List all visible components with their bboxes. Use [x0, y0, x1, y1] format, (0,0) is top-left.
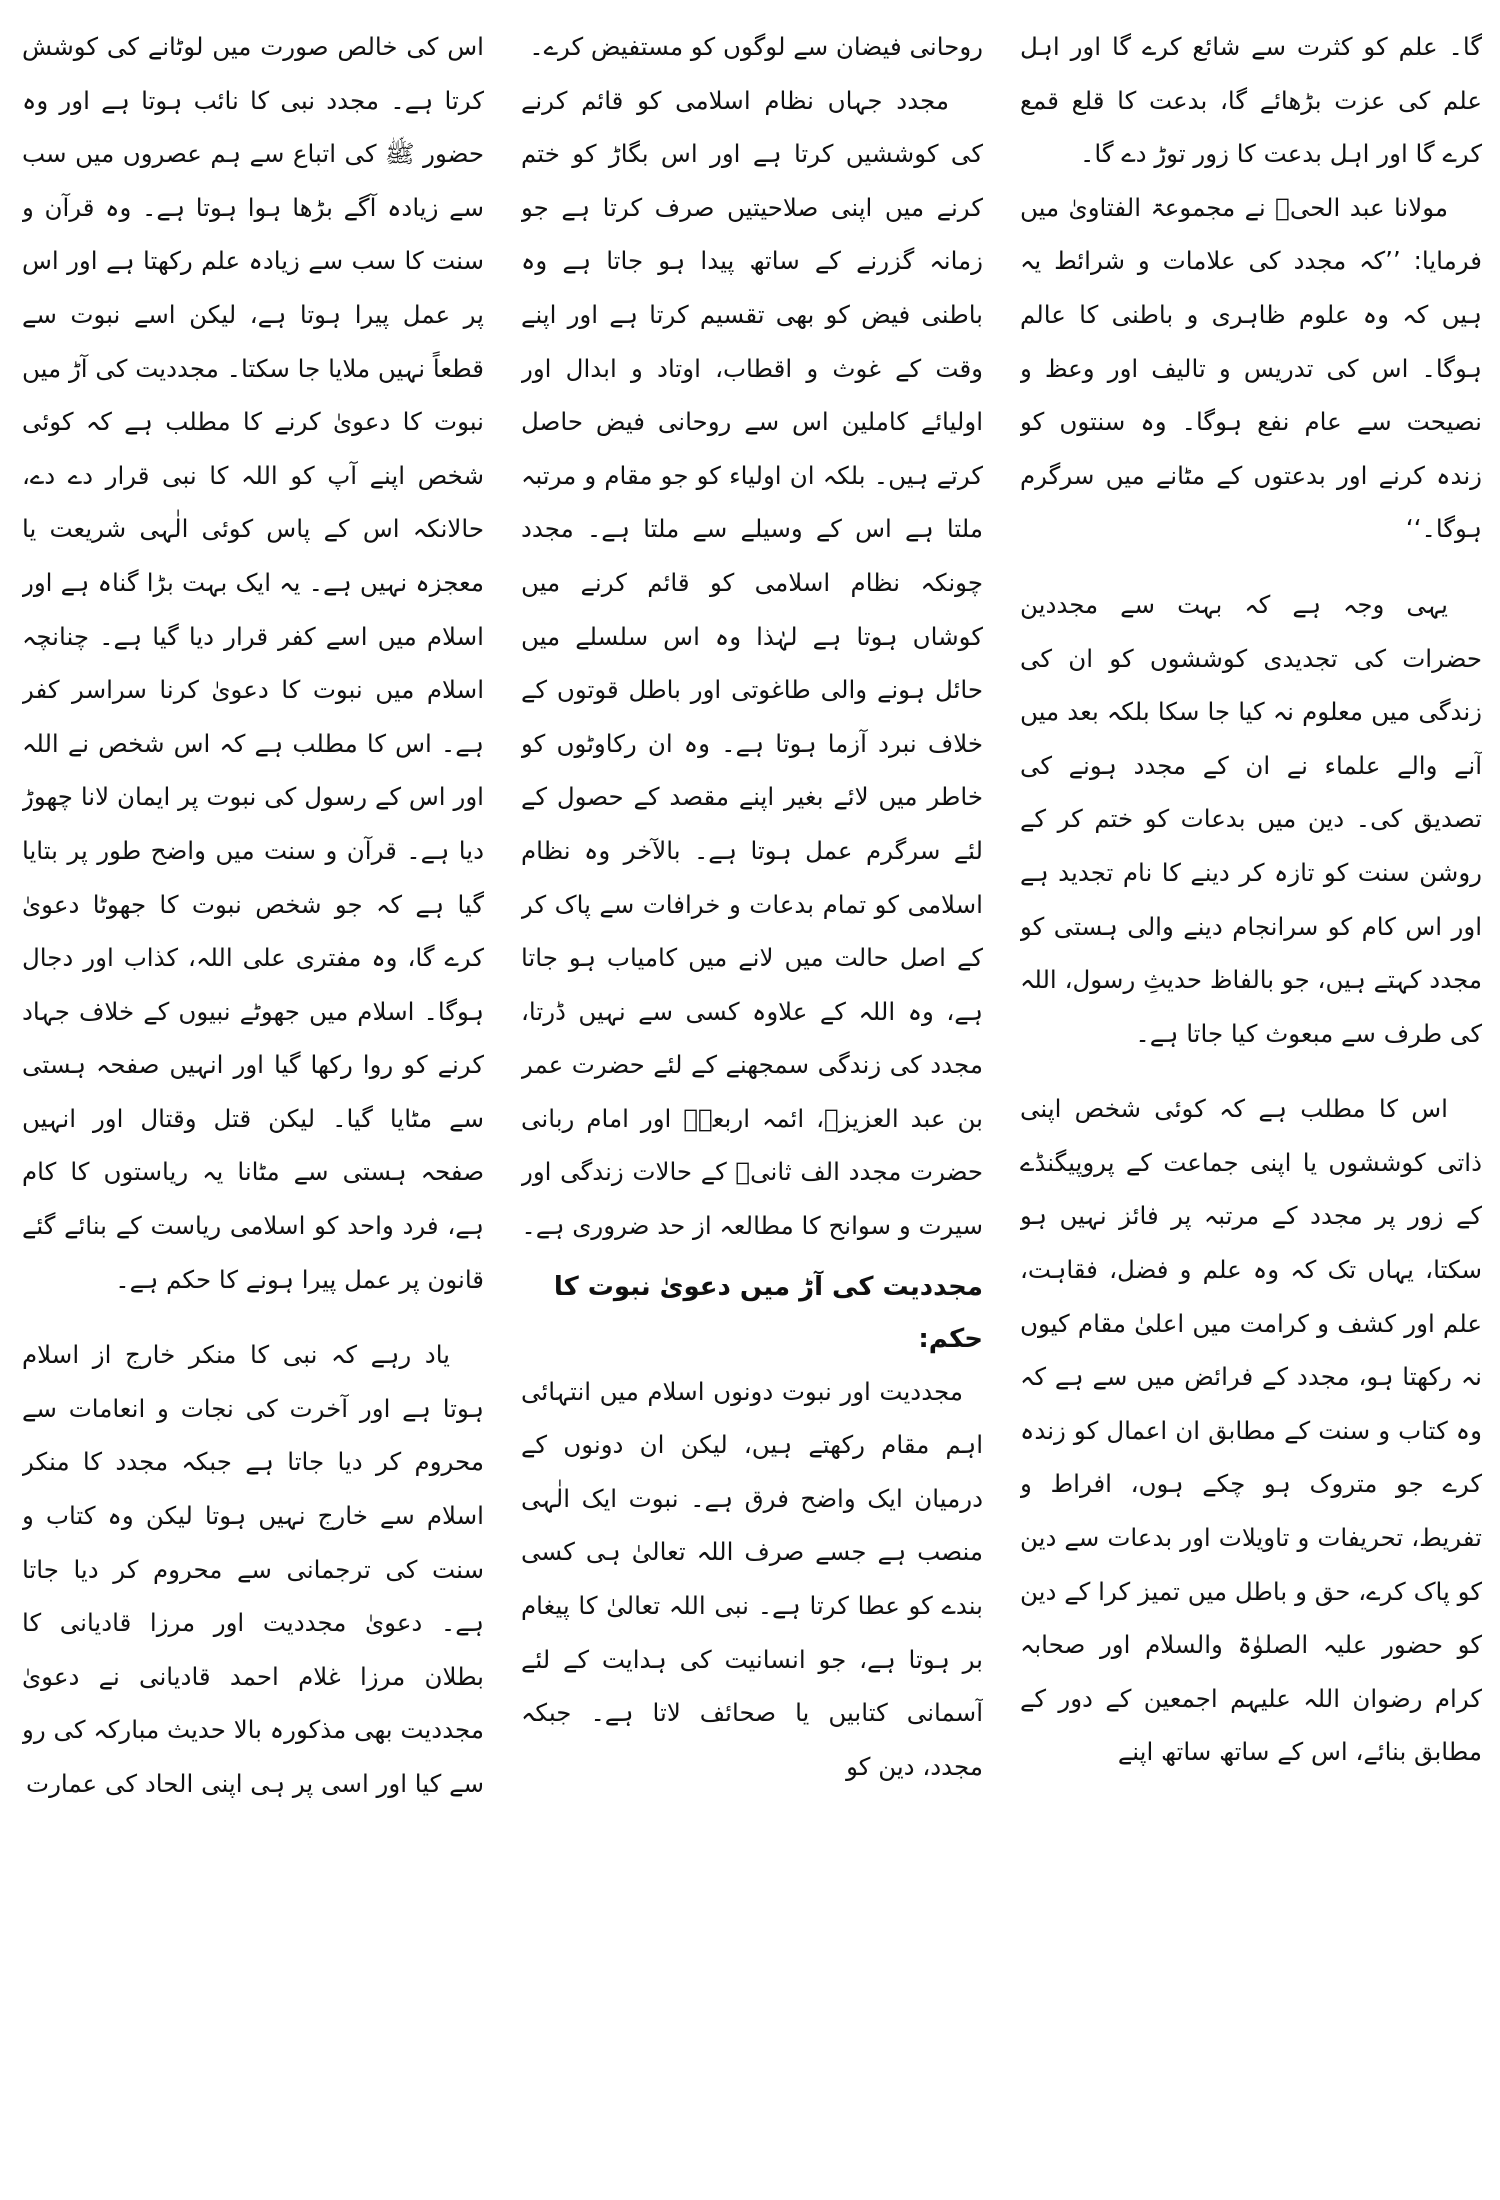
article-paragraph: مولانا عبد الحیؒ نے مجموعۃ الفتاویٰ میں فرمایا: ’’کہ مجدد کی علامات و شرائط یہ ہیں کہ وہ علوم ظاہری و باطنی کا عالم ہوگا۔ اس کی تدریس و تالیف اور وعظ و نصیحت سے عام نفع ہوگا۔ وہ سنتوں کو زندہ کرنے اور بدعتوں کے مٹانے میں سرگرم ہوگا۔‘‘ — [1020, 192, 1482, 544]
article-paragraph: مجددیت اور نبوت دونوں اسلام میں انتہائی اہم مقام رکھتے ہیں، لیکن ان دونوں کے درمیان ایک واضح فرق ہے۔ نبوت ایک الٰہی منصب ہے جسے صرف اللہ تعالیٰ ہی کسی بندے کو عطا کرتا ہے۔ نبی اللہ تعالیٰ کا پیغام بر ہوتا ہے، جو انسانیت کی ہدایت کے لئے آسمانی کتابیں یا صحائف لاتا ہے۔ جبکہ مجدد، دین کو — [521, 1376, 983, 1781]
column-middle — [521, 20, 983, 2186]
article-paragraph: مجدد جہاں نظام اسلامی کو قائم کرنے کی کوششیں کرتا ہے اور اس بگاڑ کو ختم کرنے میں اپنی صلاحیتیں صرف کرتا ہے جو زمانہ گزرنے کے ساتھ پیدا ہو جاتا ہے وہ باطنی فیض کو بھی تقسیم کرتا ہے اور اپنے وقت کے غوث و اقطاب، اوتاد و ابدال اور اولیائے کاملین اس سے روحانی فیض حاصل کرتے ہیں۔ بلکہ ان اولیاء کو جو مقام و مرتبہ ملتا ہے اس کے وسیلے سے ملتا ہے۔ مجدد چونکہ نظام اسلامی کو قائم کرنے میں کوشاں ہوتا ہے لہٰذا وہ اس سلسلے میں حائل ہونے والی طاغوتی اور باطل قوتوں کے خلاف نبرد آزما ہوتا ہے۔ وہ ان رکاوٹوں کو خاطر میں لائے بغیر اپنے مقصد کے حصول کے لئے سرگرم عمل ہوتا ہے۔ بالآخر وہ نظام اسلامی کو تمام بدعات و خرافات سے پاک کر کے اصل حالت میں لانے میں کامیاب ہو جاتا ہے، وہ اللہ کے علاوہ کسی سے نہیں ڈرتا، مجدد کی زندگی سمجھنے کے لئے حضرت عمر بن عبد العزیزؒ، ائمہ اربعہؒ اور امام ربانی حضرت مجدد الف ثانیؒ کے حالات زندگی اور سیرت و سوانح کا مطالعہ از حد ضروری ہے۔ — [521, 85, 983, 1241]
column-right — [1020, 20, 1482, 2186]
article-paragraph: یہی وجہ ہے کہ بہت سے مجددین حضرات کی تجدیدی کوششوں کو ان کی زندگی میں معلوم نہ کیا جا سکا بلکہ بعد میں آنے والے علماء نے ان کے مجدد ہونے کی تصدیق کی۔ دین میں بدعات کو ختم کر کے روشن سنت کو تازہ کر دینے کا نام تجدید ہے اور اس کام کو سرانجام دینے والی ہستی کو مجدد کہتے ہیں، جو بالفاظ حدیثِ رسول، اللہ کی طرف سے مبعوث کیا جاتا ہے۔ — [1020, 589, 1482, 1048]
article-paragraph: اس کی خالص صورت میں لوٹانے کی کوشش کرتا ہے۔ مجدد نبی کا نائب ہوتا ہے اور وہ حضور ﷺ کی اتباع سے ہم عصروں میں سب سے زیادہ آگے بڑھا ہوا ہوتا ہے۔ وہ قرآن و سنت کا سب سے زیادہ علم رکھتا ہے اور اس پر عمل پیرا ہوتا ہے، لیکن اسے نبوت سے قطعاً نہیں ملایا جا سکتا۔ مجددیت کی آڑ میں نبوت کا دعویٰ کرنے کا مطلب ہے کہ کوئی شخص اپنے آپ کو اللہ کا نبی قرار دے دے، حالانکہ اس کے پاس کوئی الٰہی شریعت یا معجزہ نہیں ہے۔ یہ ایک بہت بڑا گناہ ہے اور اسلام میں اسے کفر قرار دیا گیا ہے۔ چنانچہ اسلام میں نبوت کا دعویٰ کرنا سراسر کفر ہے۔ اس کا مطلب ہے کہ اس شخص نے اللہ اور اس کے رسول کی نبوت پر ایمان لانا چھوڑ دیا ہے۔ قرآن و سنت میں واضح طور پر بتایا گیا ہے کہ جو شخص نبوت کا جھوٹا دعویٰ کرے گا، وہ مفتری علی اللہ، کذاب اور دجال ہوگا۔ اسلام میں جھوٹے نبیوں کے خلاف جہاد کرنے کو روا رکھا گیا اور انہیں صفحہ ہستی سے مٹایا گیا۔ لیکن قتل وقتال اور انہیں صفحہ ہستی سے مٹانا یہ ریاستوں کا کام ہے، فرد واحد کو اسلامی ریاست کے بنائے گئے قانون پر عمل پیرا ہونے کا حکم ہے۔ — [22, 32, 484, 1294]
article-paragraph: گا۔ علم کو کثرت سے شائع کرے گا اور اہل علم کی عزت بڑھائے گا، بدعت کا قلع قمع کرے گا اور اہل بدعت کا زور توڑ دے گا۔ — [1020, 32, 1482, 169]
section-heading: مجددیت کی آڑ میں دعویٰ نبوت کا حکم: — [553, 1271, 983, 1354]
article-paragraph: یاد رہے کہ نبی کا منکر خارج از اسلام ہوتا ہے اور آخرت کی نجات و انعامات سے محروم کر دیا جاتا ہے جبکہ مجدد کا منکر اسلام سے خارج نہیں ہوتا لیکن وہ کتاب و سنت کی ترجمانی سے محروم کر دیا جاتا ہے۔ دعویٰ مجددیت اور مرزا قادیانی کا بطلان مرزا غلام احمد قادیانی نے دعویٰ مجددیت بھی مذکورہ بالا حدیث مبارکہ کی رو سے کیا اور اسی پر ہی اپنی الحاد کی عمارت — [22, 1340, 484, 1798]
article-paragraph: اس کا مطلب ہے کہ کوئی شخص اپنی ذاتی کوششوں یا اپنی جماعت کے پروپیگنڈے کے زور پر مجدد کے مرتبہ پر فائز نہیں ہو سکتا، یہاں تک کہ وہ علم و فضل، فقاہت، علم اور کشف و کرامت میں اعلیٰ مقام کیوں نہ رکھتا ہو، مجدد کے فرائض میں سے ہے کہ وہ کتاب و سنت کے مطابق ان اعمال کو زندہ کرے جو متروک ہو چکے ہوں، افراط و تفریط، تحریفات و تاویلات اور بدعات سے دین کو پاک کرے، حق و باطل میں تمیز کرا کے دین کو حضور علیہ الصلوٰۃ والسلام اور صحابہ کرام رضوان اللہ علیہم اجمعین کے دور کے مطابق بنائے، اس کے ساتھ ساتھ اپنے — [1020, 1094, 1482, 1767]
article-paragraph: روحانی فیضان سے لوگوں کو مستفیض کرے۔ — [529, 32, 983, 61]
column-left — [22, 20, 484, 2186]
